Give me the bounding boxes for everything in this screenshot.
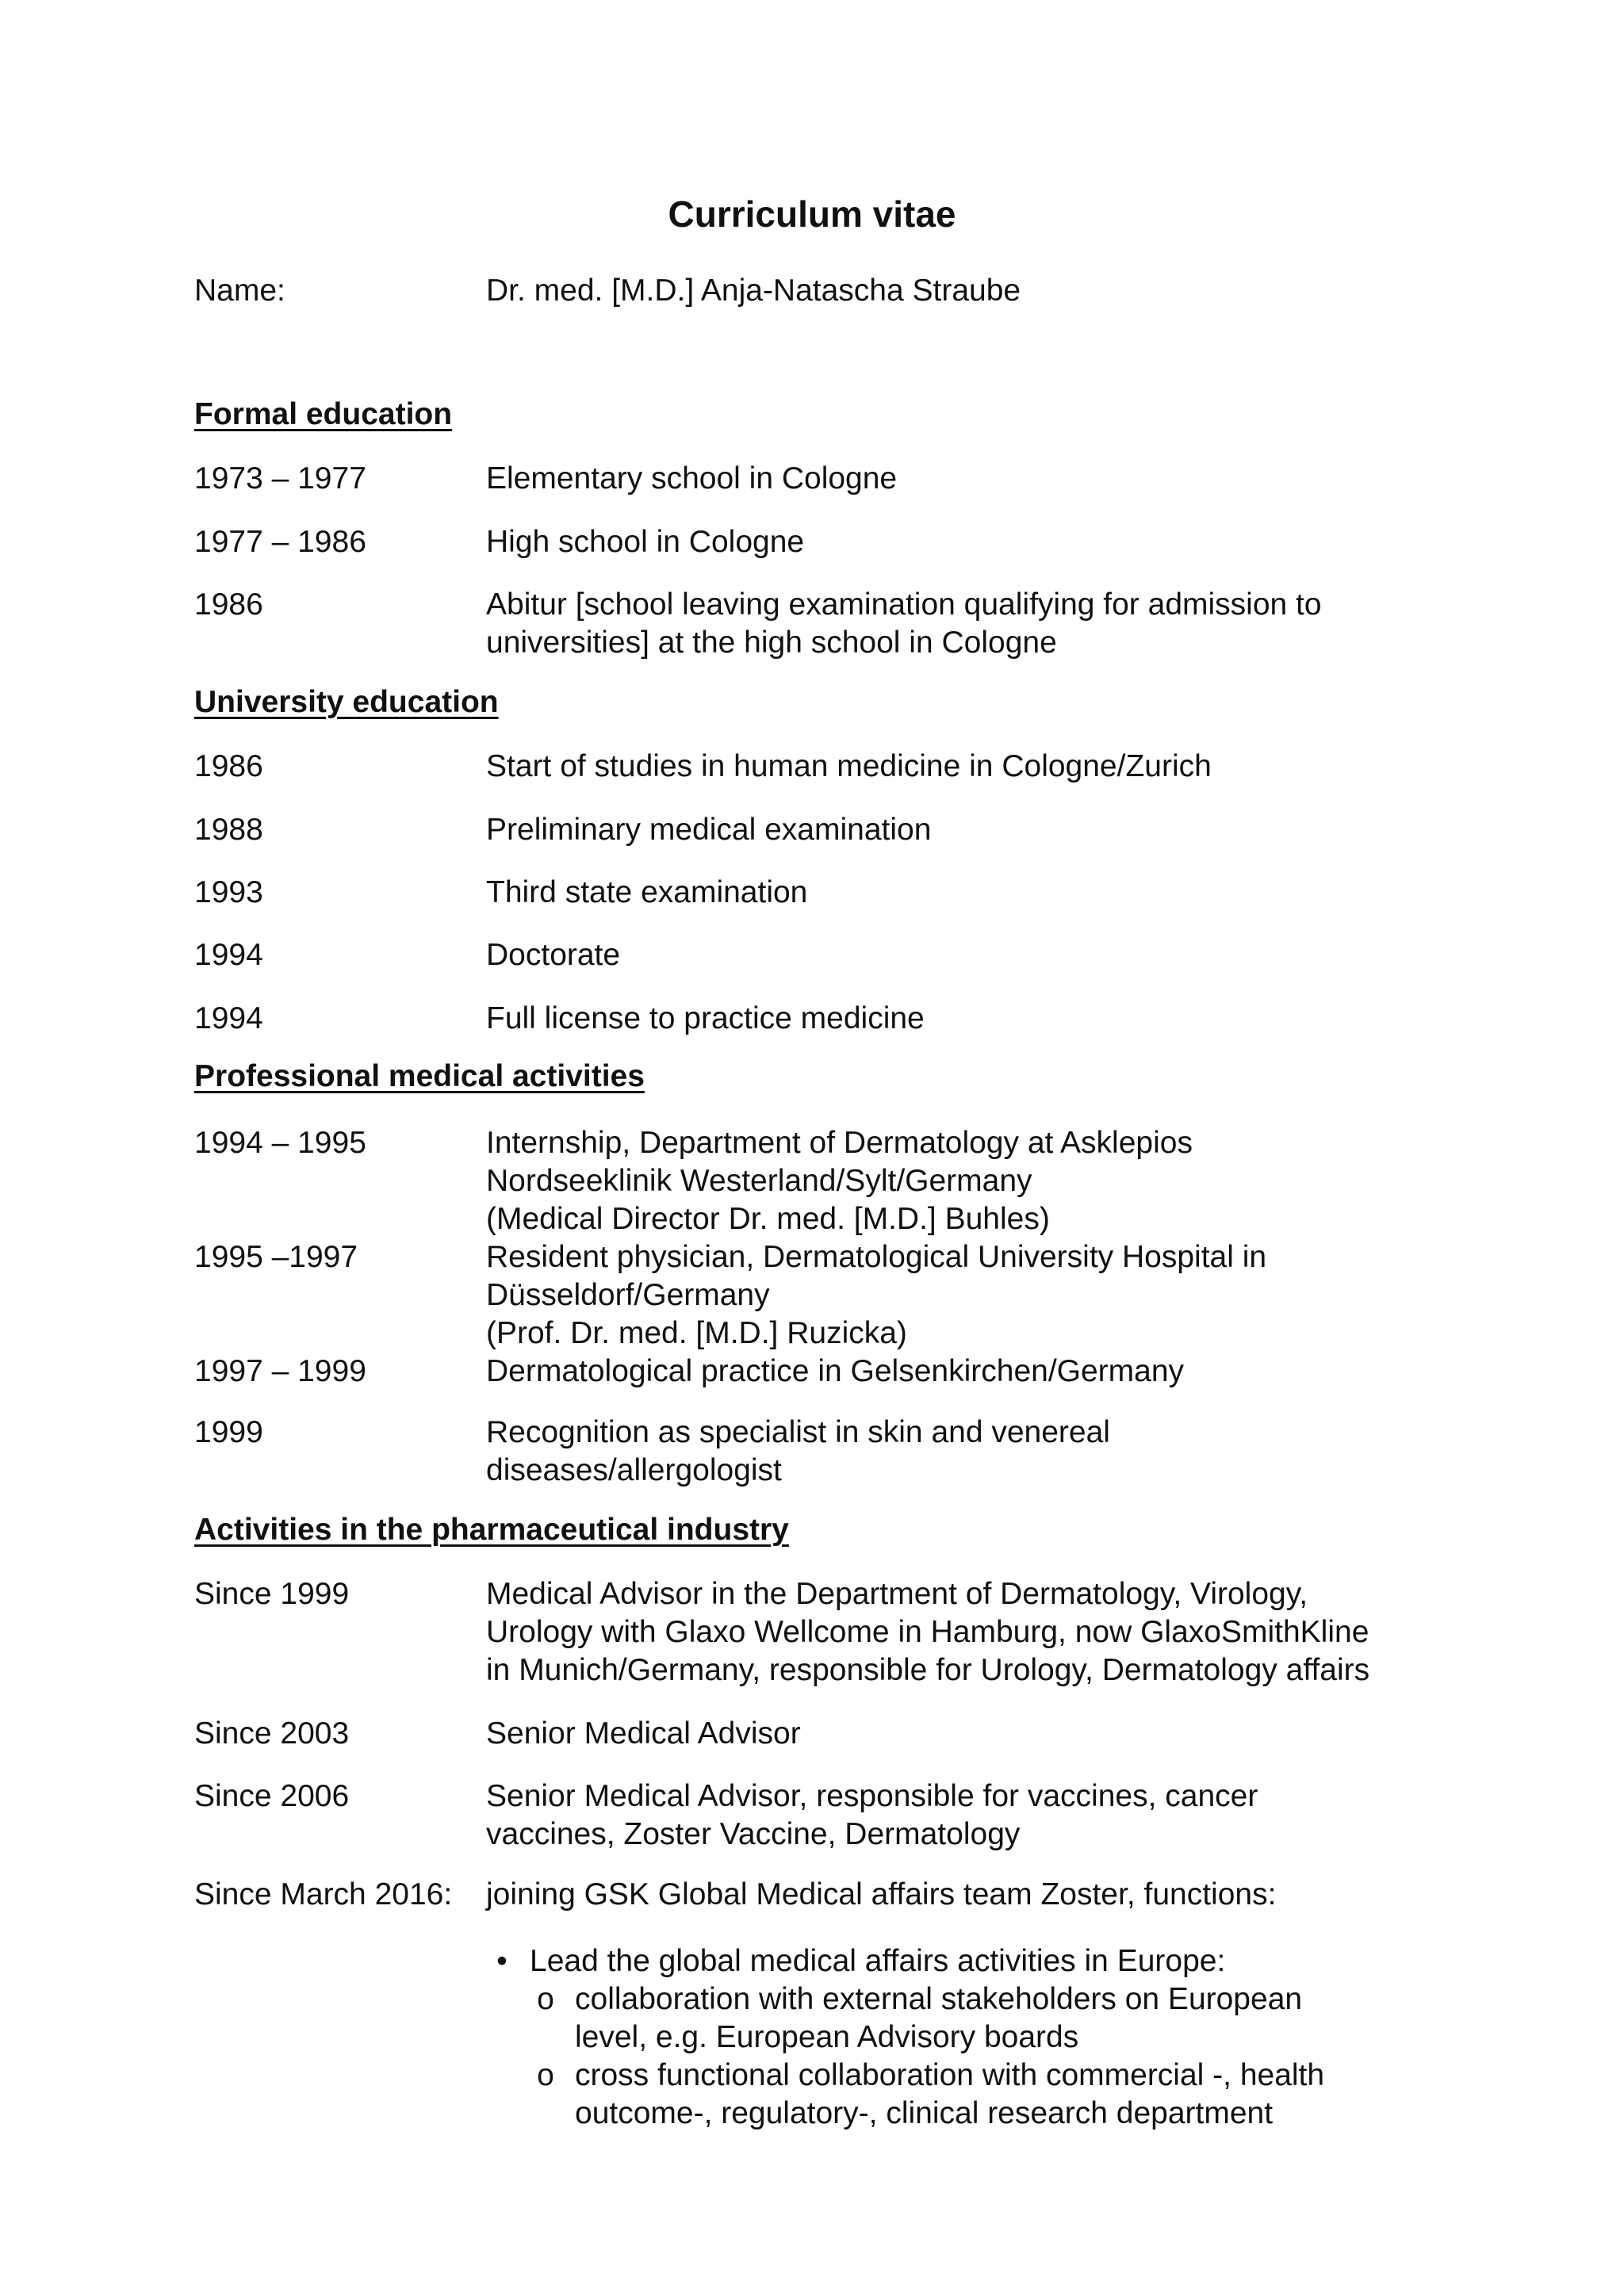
- entry-line: Medical Advisor in the Department of Dermatology, Virology,: [486, 1577, 1308, 1611]
- entry-text: [486, 811, 1477, 849]
- entry-line: Nordseeklinik Westerland/Sylt/Germany: [486, 1164, 1032, 1198]
- entry-text: [486, 1238, 1477, 1353]
- entry-line: Elementary school in Cologne: [486, 461, 898, 496]
- entry-text: [486, 1777, 1477, 1854]
- entry-line: Third state examination: [486, 875, 808, 909]
- entry-date: 1995 –1997: [194, 1240, 358, 1274]
- formal-education-heading: Formal education: [194, 397, 453, 431]
- entry-text: [486, 1876, 1477, 1914]
- entry-line: Doctorate: [486, 938, 621, 972]
- entry-date: 1994: [194, 1001, 263, 1035]
- entry-date: Since 2006: [194, 1779, 350, 1813]
- name-value: Dr. med. [M.D.] Anja-Natascha Straube: [486, 274, 1021, 308]
- entry-line: Düsseldorf/Germany: [486, 1278, 770, 1312]
- entry-text: [486, 460, 1477, 498]
- entry-text: [486, 1353, 1477, 1391]
- entry-text: [486, 1124, 1477, 1238]
- sub-item-line: level, e.g. European Advisory boards: [575, 2020, 1079, 2054]
- entry-text: [486, 874, 1477, 912]
- entry-line: in Munich/Germany, responsible for Urology, Dermatology affairs: [486, 1653, 1370, 1687]
- entry-line: Senior Medical Advisor, responsible for vaccines, cancer: [486, 1779, 1258, 1813]
- list-item: [486, 1942, 1517, 1980]
- sub-list-item: [486, 1980, 1517, 2057]
- entry-date: 1994: [194, 938, 263, 972]
- entry-date: 1993: [194, 875, 263, 909]
- entry-line: Resident physician, Dermatological University Hospital in: [486, 1240, 1267, 1274]
- name-label: Name:: [194, 274, 285, 308]
- entry-line: vaccines, Zoster Vaccine, Dermatology: [486, 1817, 1021, 1851]
- entry-line: High school in Cologne: [486, 525, 805, 559]
- function-list: [486, 1942, 1517, 2133]
- sub-bullet-icon: o: [537, 1982, 554, 2016]
- entry-date: 1994 – 1995: [194, 1126, 366, 1160]
- entry-date: 1977 – 1986: [194, 525, 366, 559]
- entry-date: 1988: [194, 813, 263, 847]
- bullet-icon: •: [496, 1944, 508, 1978]
- sub-list-item: [486, 2057, 1517, 2133]
- entry-date: 1973 – 1977: [194, 461, 366, 496]
- sub-item-line: outcome-, regulatory-, clinical research department: [575, 2096, 1274, 2130]
- entry-line: (Medical Director Dr. med. [M.D.] Buhles): [486, 1202, 1050, 1236]
- entry-line: (Prof. Dr. med. [M.D.] Ruzicka): [486, 1316, 907, 1350]
- entry-text: [486, 936, 1477, 974]
- entry-line: Senior Medical Advisor: [486, 1716, 801, 1751]
- entry-date: 1999: [194, 1415, 263, 1449]
- entry-date: 1997 – 1999: [194, 1354, 366, 1388]
- entry-line: Start of studies in human medicine in Cologne/Zurich: [486, 749, 1212, 783]
- entry-line: Dermatological practice in Gelsenkirchen/Germany: [486, 1354, 1185, 1388]
- entry-text: [486, 748, 1477, 786]
- entry-date: Since 2003: [194, 1716, 350, 1751]
- professional-activities-heading: Professional medical activities: [194, 1059, 645, 1093]
- entry-text: [486, 1000, 1477, 1038]
- sub-item-line: collaboration with external stakeholders on European: [575, 1982, 1303, 2016]
- university-education-heading: University education: [194, 685, 499, 719]
- entry-line: Recognition as specialist in skin and venereal: [486, 1415, 1110, 1449]
- entry-date: 1986: [194, 587, 263, 622]
- entry-line: Full license to practice medicine: [486, 1001, 925, 1035]
- list-item-text: Lead the global medical affairs activities in Europe:: [530, 1944, 1226, 1978]
- entry-line: diseases/allergologist: [486, 1453, 782, 1487]
- entry-line: Internship, Department of Dermatology at Asklepios: [486, 1126, 1193, 1160]
- sub-bullet-icon: o: [537, 2058, 554, 2092]
- page-title: Curriculum vitae: [668, 193, 956, 235]
- entry-text: [486, 523, 1477, 561]
- entry-text: [486, 1575, 1477, 1689]
- entry-date: Since 1999: [194, 1577, 350, 1611]
- sub-item-line: cross functional collaboration with commercial -, health: [575, 2058, 1325, 2092]
- entry-line: Preliminary medical examination: [486, 813, 932, 847]
- entry-line: Abitur [school leaving examination qualifying for admission to: [486, 587, 1322, 622]
- entry-line: joining GSK Global Medical affairs team Zoster, functions:: [486, 1877, 1277, 1911]
- entry-text: [486, 586, 1477, 662]
- pharma-activities-heading: Activities in the pharmaceutical industry: [194, 1513, 789, 1547]
- entry-line: universities] at the high school in Cologne: [486, 626, 1057, 660]
- entry-line: Urology with Glaxo Wellcome in Hamburg, now GlaxoSmithKline: [486, 1615, 1369, 1649]
- entry-date: Since March 2016:: [194, 1877, 453, 1911]
- entry-text: [486, 1414, 1477, 1490]
- name-value-block: [486, 272, 1477, 310]
- entry-text: [486, 1715, 1477, 1753]
- entry-date: 1986: [194, 749, 263, 783]
